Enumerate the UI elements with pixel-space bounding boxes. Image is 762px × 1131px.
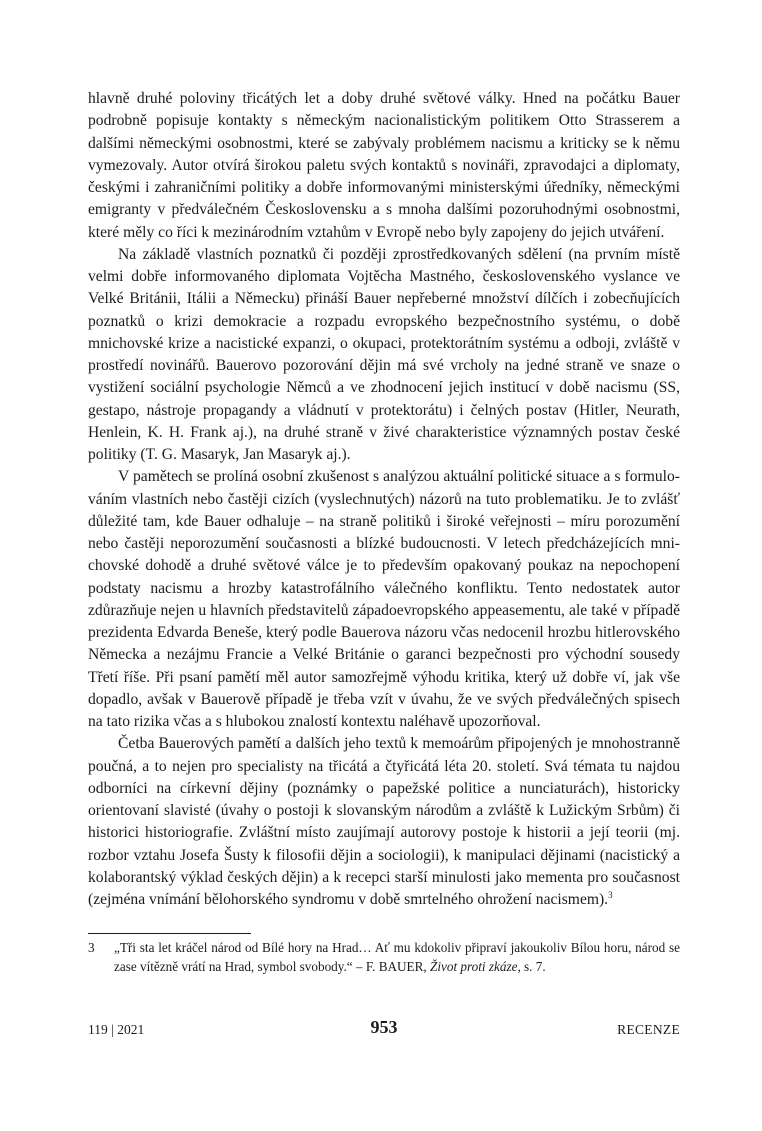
footnote-number: 3 [88,940,95,955]
footnote-body [114,938,680,976]
paragraph-2: Na základě vlastních poznatků či později zprostředkovaných sdělení (na prvním místě velmi dobře informovaného diplomata Vojtěcha Mastného, československého vyslance ve Velké Británii, Itálii a Německu) přináší Bauer nepřeberné množství dílčích i zobecňujících poznatků o krizi demokracie a rozpadu evropského bezpečnostního systému, o době mnichovské krize a nacistické expanzi, o okupaci, protektorátním systému a odboji, zvláště v prostředí novinářů. Bauerovo pozorování dějin má své vrcholy na jedné straně ve snaze o vystižení sociální psychologie Němců a ve zhodnocení jejich institucí v době nacismu (SS, gestapo, nástroje propagandy a vládnutí v protektorátu) i čelných postav (Hitler, Neurath, Henlein, K. H. Frank aj.), na druhé straně v živé charakteristice významných postav české politiky (T. G. Masaryk, Jan Masaryk aj.). [88,245,680,463]
page-number: 953 [370,1017,398,1037]
footnote-divider [88,933,251,934]
footnote-text: „Tři sta let kráčel národ od Bílé hory na Hrad… Ať mu kdokoliv připraví jakoukoliv Bílou horu, národ se zase vítězně vrátí na Hrad, symbol svobody.“ – F. BAUER, [114,940,680,974]
paragraph-4 [88,733,680,911]
article-body [88,88,680,911]
paragraph-3: V pamětech se prolíná osobní zkušenost s analýzou aktuální politické situace a s formulováním vlastních nebo častěji cizích (vyslechnutých) názorů na tuto problematiku. Je to zvlášť důležité tam, kde Bauer odhaluje – na straně politiků i široké veřejnosti – míru porozumění nebo častěji neporozumění současnosti a blízké budoucnosti. V letech předcházejících mnichovské dohodě a druhé světové válce je to především opakovaný poukaz na nepochopení podstaty nacismu a hrozby katastrofálního válečného konfliktu. Tento nedostatek autor zdůrazňuje nejen u hlavních představitelů západoevropského appeasementu, ale také v případě prezidenta Edvarda Beneše, který podle Bauerova názoru včas nedocenil hrozbu hitlerovského Německa a nezájmu Francie a Velké Británie o garanci bezpečnosti pro východní sousedy Třetí říše. Při psaní pamětí měl autor samozřejmě výhodu kritika, který už dobře ví, jak vše dopadlo, avšak v Bauerově případě je třeba vzít v úvahu, že ve svých předválečných spisech na tato rizika včas a s hlubokou znalostí kontextu naléhavě upozorňoval. [88,468,680,730]
footnote [88,938,680,976]
section-label: RECENZE [617,1022,680,1037]
footnote-suffix: , s. 7. [517,959,546,974]
page-footer [88,1016,680,1040]
footnote-title: Život proti zkáze [430,959,518,974]
issue-label: 119 | 2021 [88,1022,145,1037]
footnote-reference: 3 [608,889,613,900]
paragraph-4-text: Četba Bauerových pamětí a dalších jeho textů k memoárům připojených je mnohostranně poučná, a to nejen pro specialisty na třicátá a čtyřicátá léta 20. století. Svá témata tu najdou odborníci na církevní dějiny (poznámky o papežské politice a nunciaturách), historicky orientovaní slavisté (úvahy o postoji k slovanským národům a zvláště k Lužickým Srbům) či historici historiografie. Zvláštní místo zaujímají autorovy postoje k historii a její teorii (mj. rozbor vztahu Josefa Šusty k filosofii dějin a sociologii), k manipulaci dějinami (nacistický a kolaborantský výklad českých dějin) a k recepci starší minulosti jako mementa pro současnost (zejména vnímání bělohorského syndromu v době smrtelného ohrožení nacismem). [88,735,680,908]
paragraph-1: hlavně druhé poloviny třicátých let a doby druhé světové války. Hned na počátku Bauer podrobně popisuje kontakty s německým nacionalistickým politikem Otto Strasserem a dalšími německými osobnostmi, které se zabývaly problémem nacismu a kriticky se k němu vymezovaly. Autor otvírá širokou paletu svých kontaktů s novináři, zpravodajci a diplomaty, českými i zahraničními politiky a dobře informovanými ministerskými úředníky, německými emigranty v předválečném Československu a s mnoha dalšími pozoruhodnými osobnostmi, které měly co říci k mezinárodním vztahům v Evropě nebo byly zapojeny do jejich utváření. [88,90,680,241]
